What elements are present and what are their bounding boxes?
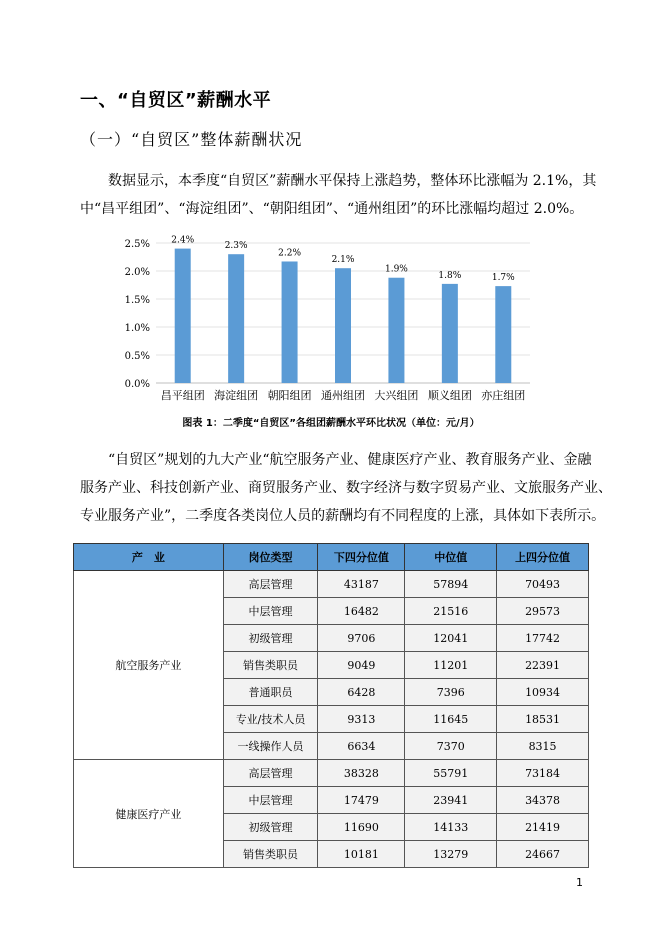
x-tick-label: 昌平组团 (160, 389, 205, 402)
paragraph-line: 服务产业、科技创新产业、商贸服务产业、数字经济与数字贸易产业、文旅服务产业、 (80, 480, 612, 496)
x-tick-label: 通州组团 (321, 389, 365, 402)
value-cell: 11690 (318, 814, 405, 841)
value-cell: 13279 (405, 841, 497, 868)
bar (495, 286, 511, 383)
value-cell: 43187 (318, 571, 405, 598)
value-cell: 73184 (497, 760, 589, 787)
value-cell: 57894 (405, 571, 497, 598)
position-cell: 初级管理 (223, 814, 318, 841)
bar (388, 278, 404, 383)
value-cell: 6428 (318, 679, 405, 706)
value-cell: 38328 (318, 760, 405, 787)
position-cell: 销售类职员 (223, 841, 318, 868)
x-tick-label: 海淀组团 (214, 389, 259, 402)
bar-value-label: 1.8% (438, 270, 462, 281)
position-cell: 普通职员 (223, 679, 318, 706)
bar (282, 261, 298, 383)
column-header: 产 业 (74, 544, 224, 571)
value-cell: 21419 (497, 814, 589, 841)
industry-paragraph (80, 446, 612, 530)
subsection-heading: （一）“自贸区”整体薪酬状况 (80, 130, 303, 149)
value-cell: 70493 (497, 571, 589, 598)
value-cell: 17479 (318, 787, 405, 814)
paragraph-line: 专业服务产业”，二季度各类岗位人员的薪酬均有不同程度的上涨，具体如下表所示。 (80, 508, 606, 524)
value-cell: 12041 (405, 625, 497, 652)
x-axis-ticks (161, 388, 526, 402)
value-cell: 6634 (318, 733, 405, 760)
chart-bars (175, 249, 512, 383)
value-cell: 11645 (405, 706, 497, 733)
bar-value-label: 2.4% (171, 235, 195, 246)
y-tick-label: 1.0% (124, 323, 150, 334)
y-axis-ticks (125, 239, 150, 390)
intro-paragraph (80, 167, 597, 223)
position-cell: 中层管理 (223, 598, 318, 625)
x-tick-label: 朝阳组团 (267, 389, 312, 402)
bar (175, 249, 191, 383)
value-cell: 22391 (497, 652, 589, 679)
value-cell: 24667 (497, 841, 589, 868)
value-cell: 18531 (497, 706, 589, 733)
position-cell: 销售类职员 (223, 652, 318, 679)
column-header: 岗位类型 (223, 544, 318, 571)
column-header: 下四分位值 (318, 544, 405, 571)
value-cell: 34378 (497, 787, 589, 814)
bar (442, 284, 458, 383)
industry-cell: 航空服务产业 (74, 571, 224, 760)
column-header: 上四分位值 (497, 544, 589, 571)
paragraph-line: “自贸区”规划的九大产业“航空服务产业、健康医疗产业、教育服务产业、金融 (108, 452, 592, 468)
value-cell: 21516 (405, 598, 497, 625)
position-cell: 高层管理 (223, 760, 318, 787)
x-tick-label: 顺义组团 (427, 389, 472, 402)
bar-chart (80, 228, 540, 408)
value-cell: 29573 (497, 598, 589, 625)
value-cell: 9706 (318, 625, 405, 652)
bar (228, 254, 244, 383)
bar-value-label: 1.7% (491, 273, 515, 284)
industry-cell: 健康医疗产业 (74, 760, 224, 868)
position-cell: 一线操作人员 (223, 733, 318, 760)
value-cell: 7370 (405, 733, 497, 760)
value-cell: 10934 (497, 679, 589, 706)
paragraph-line: 中“昌平组团”、“海淀组团”、“朝阳组团”、“通州组团”的环比涨幅均超过 2.0%。 (80, 201, 584, 217)
value-cell: 7396 (405, 679, 497, 706)
bar (335, 268, 351, 383)
value-cell: 23941 (405, 787, 497, 814)
y-tick-label: 2.0% (124, 267, 150, 278)
y-tick-label: 0.0% (124, 379, 150, 390)
y-tick-label: 2.5% (124, 239, 150, 250)
x-tick-label: 大兴组团 (374, 389, 419, 402)
value-cell: 55791 (405, 760, 497, 787)
table-row (74, 571, 589, 598)
y-tick-label: 0.5% (124, 351, 150, 362)
column-header: 中位值 (405, 544, 497, 571)
bar-value-label: 1.9% (384, 264, 408, 275)
position-cell: 初级管理 (223, 625, 318, 652)
value-cell: 10181 (318, 841, 405, 868)
section-heading: 一、“自贸区”薪酬水平 (80, 90, 272, 111)
table-row (74, 760, 589, 787)
bar-value-label: 2.3% (224, 241, 248, 252)
position-cell: 中层管理 (223, 787, 318, 814)
value-cell: 9313 (318, 706, 405, 733)
value-cell: 14133 (405, 814, 497, 841)
paragraph-line: 数据显示，本季度“自贸区”薪酬水平保持上涨趋势，整体环比涨幅为 2.1%，其 (108, 173, 597, 189)
value-cell: 8315 (497, 733, 589, 760)
x-tick-label: 亦庄组团 (481, 389, 526, 402)
y-tick-label: 1.5% (124, 295, 150, 306)
value-cell: 17742 (497, 625, 589, 652)
bar-value-label: 2.2% (278, 248, 302, 259)
value-cell: 16482 (318, 598, 405, 625)
value-cell: 9049 (318, 652, 405, 679)
value-cell: 11201 (405, 652, 497, 679)
table-header-row (74, 544, 589, 571)
salary-table (73, 543, 589, 868)
bar-value-label: 2.1% (331, 255, 355, 266)
page-number: 1 (576, 876, 583, 889)
position-cell: 专业/技术人员 (223, 706, 318, 733)
position-cell: 高层管理 (223, 571, 318, 598)
chart-caption: 图表 1：二季度“自贸区”各组团薪酬水平环比状况（单位：元/月） (182, 418, 480, 429)
